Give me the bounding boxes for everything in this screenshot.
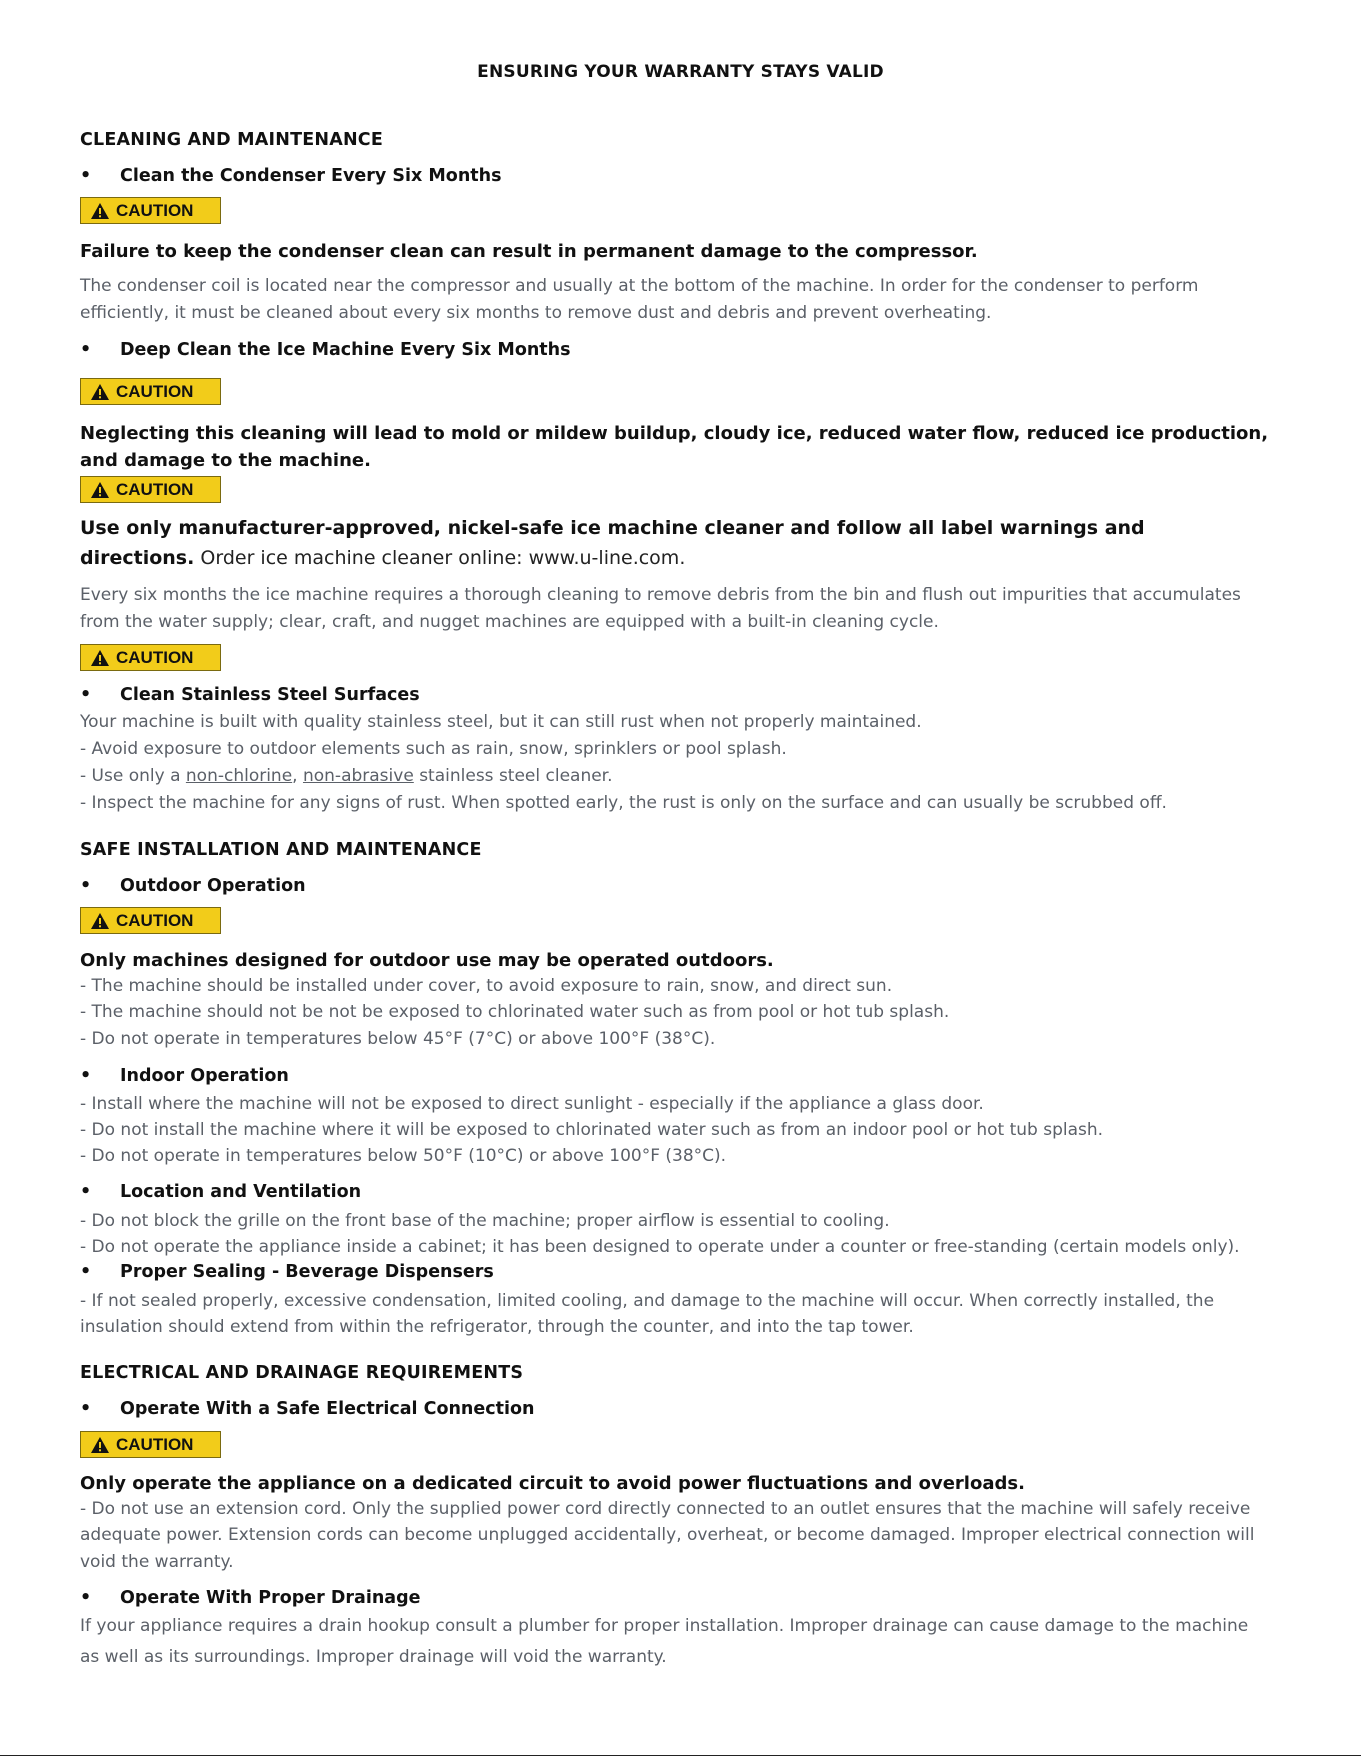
caution-badge <box>80 907 221 934</box>
bullet-label: Operate With a Safe Electrical Connection <box>120 1399 535 1419</box>
bullet-label: Indoor Operation <box>120 1066 289 1086</box>
bullet-label: Operate With Proper Drainage <box>120 1588 421 1608</box>
paragraph-line: - If not sealed properly, excessive condensation, limited cooling, and damage to the machine will occur. When correctly installed, the <box>80 1291 1215 1311</box>
caution-label: CAUTION <box>116 381 194 401</box>
cleaner-order-text: Order ice machine cleaner online: www.u-line.com. <box>194 547 686 569</box>
warning-text: Only machines designed for outdoor use may be operated outdoors. <box>80 950 774 971</box>
paragraph-line: - The machine should be installed under cover, to avoid exposure to rain, snow, and direct sun. <box>80 976 893 996</box>
bullet-electrical <box>80 1399 1305 1419</box>
warning-triangle-icon <box>90 1436 110 1454</box>
paragraph-line: Your machine is built with quality stainless steel, but it can still rust when not properly maintained. <box>80 712 922 732</box>
text-run: , <box>292 766 303 786</box>
underlined-term: non-abrasive <box>302 766 414 786</box>
page-title: ENSURING YOUR WARRANTY STAYS VALID <box>477 62 884 82</box>
bullet-outdoor <box>80 876 1305 896</box>
caution-badge <box>80 378 221 405</box>
caution-badge <box>80 644 221 671</box>
paragraph-line: - Do not operate in temperatures below 50°F (10°C) or above 100°F (38°C). <box>80 1146 727 1166</box>
caution-label: CAUTION <box>116 1434 194 1454</box>
bullet-deep-clean <box>80 340 1305 360</box>
warning-triangle-icon <box>90 649 110 667</box>
paragraph-line: - The machine should not be not be exposed to chlorinated water such as from pool or hot tub splash. <box>80 1002 950 1022</box>
section-heading-cleaning: CLEANING AND MAINTENANCE <box>80 130 384 150</box>
paragraph-line: void the warranty. <box>80 1552 234 1572</box>
warning-text: Neglecting this cleaning will lead to mold or mildew buildup, cloudy ice, reduced water flow, reduced ice production, <box>80 423 1269 444</box>
warning-triangle-icon <box>90 912 110 930</box>
paragraph-line <box>80 763 1305 790</box>
text-run: - Use only a <box>80 766 186 786</box>
caution-badge <box>80 197 221 224</box>
bullet-label: Clean the Condenser Every Six Months <box>120 166 502 186</box>
paragraph-line: adequate power. Extension cords can become unplugged accidentally, overheat, or become damaged. Improper electrical connection will <box>80 1525 1255 1545</box>
bullet-dot: • <box>80 876 92 896</box>
underlined-term: non-chlorine <box>185 766 293 786</box>
paragraph-line: - Avoid exposure to outdoor elements such as rain, snow, sprinklers or pool splash. <box>80 739 787 759</box>
bullet-clean-condenser <box>80 166 1305 186</box>
warning-text: Use only manufacturer-approved, nickel-safe ice machine cleaner and follow all label warnings and <box>80 517 1145 539</box>
bullet-dot: • <box>80 1588 92 1608</box>
caution-badge <box>80 476 221 503</box>
caution-badge <box>80 1431 221 1458</box>
paragraph-line: - Do not install the machine where it will be exposed to chlorinated water such as from an indoor pool or hot tub splash. <box>80 1120 1104 1140</box>
footer-rule <box>0 1755 1361 1756</box>
bullet-location <box>80 1182 1305 1202</box>
paragraph-line: insulation should extend from within the refrigerator, through the counter, and into the tap tower. <box>80 1317 914 1337</box>
paragraph-line: - Install where the machine will not be exposed to direct sunlight - especially if the appliance a glass door. <box>80 1094 984 1114</box>
bullet-label: Outdoor Operation <box>120 876 306 896</box>
bullet-stainless-steel <box>80 685 1305 705</box>
caution-label: CAUTION <box>116 479 194 499</box>
bullet-label: Clean Stainless Steel Surfaces <box>120 685 420 705</box>
warning-text <box>80 545 1305 572</box>
warning-text: and damage to the machine. <box>80 450 371 471</box>
bullet-dot: • <box>80 166 92 186</box>
bullet-sealing <box>80 1262 1305 1282</box>
paragraph-line: efficiently, it must be cleaned about every six months to remove dust and debris and prevent overheating. <box>80 303 992 323</box>
warning-triangle-icon <box>90 202 110 220</box>
warning-triangle-icon <box>90 481 110 499</box>
paragraph-line: The condenser coil is located near the compressor and usually at the bottom of the machine. In order for the condenser to perform <box>80 276 1199 296</box>
bullet-indoor <box>80 1066 1305 1086</box>
bullet-dot: • <box>80 340 92 360</box>
paragraph-line: If your appliance requires a drain hookup consult a plumber for proper installation. Improper drainage can cause damage to the machine <box>80 1616 1249 1636</box>
paragraph-line: - Do not operate in temperatures below 45°F (7°C) or above 100°F (38°C). <box>80 1029 716 1049</box>
paragraph-line: Every six months the ice machine requires a thorough cleaning to remove debris from the bin and flush out impurities that accumulates <box>80 585 1241 605</box>
bullet-label: Location and Ventilation <box>120 1182 362 1202</box>
bullet-label: Deep Clean the Ice Machine Every Six Months <box>120 340 571 360</box>
bullet-dot: • <box>80 1262 92 1282</box>
bullet-dot: • <box>80 685 92 705</box>
warning-triangle-icon <box>90 383 110 401</box>
bullet-dot: • <box>80 1399 92 1419</box>
paragraph-line: - Do not block the grille on the front base of the machine; proper airflow is essential to cooling. <box>80 1211 890 1231</box>
paragraph-line: - Inspect the machine for any signs of rust. When spotted early, the rust is only on the surface and can usually be scrubbed off. <box>80 793 1167 813</box>
bullet-label: Proper Sealing - Beverage Dispensers <box>120 1262 494 1282</box>
paragraph-line: - Do not use an extension cord. Only the supplied power cord directly connected to an outlet ensures that the machine will safely receive <box>80 1499 1251 1519</box>
warning-text: Only operate the appliance on a dedicated circuit to avoid power fluctuations and overloads. <box>80 1473 1025 1494</box>
section-heading-installation: SAFE INSTALLATION AND MAINTENANCE <box>80 840 482 860</box>
caution-label: CAUTION <box>116 200 194 220</box>
bullet-dot: • <box>80 1182 92 1202</box>
caution-label: CAUTION <box>116 910 194 930</box>
bullet-drainage <box>80 1588 1305 1608</box>
bullet-dot: • <box>80 1066 92 1086</box>
paragraph-line: from the water supply; clear, craft, and nugget machines are equipped with a built-in cleaning cycle. <box>80 612 939 632</box>
paragraph-line: as well as its surroundings. Improper drainage will void the warranty. <box>80 1647 667 1667</box>
warning-emphasis: directions. <box>80 547 195 569</box>
text-run: stainless steel cleaner. <box>413 766 613 786</box>
warning-text: Failure to keep the condenser clean can result in permanent damage to the compressor. <box>80 241 978 262</box>
section-heading-electrical: ELECTRICAL AND DRAINAGE REQUIREMENTS <box>80 1363 524 1383</box>
caution-label: CAUTION <box>116 647 194 667</box>
paragraph-line: - Do not operate the appliance inside a cabinet; it has been designed to operate under a counter or free-standing (certain models only). <box>80 1237 1240 1257</box>
